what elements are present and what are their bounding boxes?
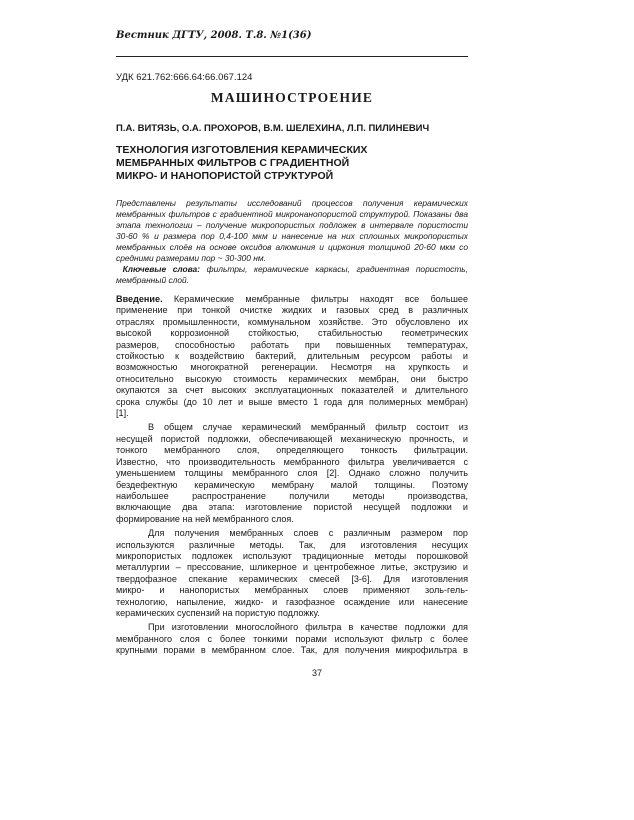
intro-label: Введение. (116, 294, 163, 304)
body-line: возможностью многократной регенерации. Несмотря на хрупкость и (116, 362, 468, 373)
body-line: несущей пористой подложки, обеспечивающей механическую прочность, и (116, 433, 468, 444)
body-line: твердофазное спекание керамических смесей [3-6]. Для изготовления (116, 573, 468, 584)
body-line: При изготовлении многослойного фильтра в качестве подложки для (148, 622, 468, 633)
keywords-text: фильтры, керамические каркасы, градиентная пористость, (206, 264, 469, 274)
title-line: МИКРО- И НАНОПОРИСТОЙ СТРУКТУРОЙ (116, 170, 334, 182)
body-line: бездефектную керамическую мембрану малой толщины. Поэтому (116, 479, 468, 490)
abstract-line: Представлены результаты исследований процессов получения керамических (116, 198, 468, 208)
body-line: [1]. (116, 408, 129, 419)
body-line: срока службы (до 10 лет и выше вместо 1 года для полимерных мембран) (116, 396, 468, 407)
title-line: МЕМБРАННЫХ ФИЛЬТРОВ С ГРАДИЕНТНОЙ (116, 157, 350, 169)
body-line: крупными порами в мембранном слое. Так, для получения микрофильтра в (116, 645, 468, 656)
body-line: уменьшением толщины мембранного слоя [2]. Однако сложно получить (116, 468, 468, 479)
body-line: окупаются за счет высоких эксплуатационных показателей и длительного (116, 385, 468, 396)
abstract-line: мембранных фильтров с градиентной микронанопористой структурой. Показаны два (116, 209, 468, 219)
keywords-line: мембранный слой. (116, 275, 189, 285)
abstract-line: 30-60 % и размера пор 0,4-100 мкм и нанесение на них сплошных микропористых (116, 231, 468, 241)
abstract-line: этапа технологии – получение микропористых подложек в интервале пористости (116, 220, 468, 230)
body-line: микро- и нанопористых мембранных слоев применяют золь-гель- (116, 585, 468, 596)
article-title (116, 144, 468, 183)
body-line: Для получения мембранных слоев с различным размером пор (148, 528, 468, 539)
body-line: формирование на ней мембранного слоя. (116, 513, 294, 524)
abstract-line: средними размерами пор ~ 30-300 нм. (116, 253, 266, 263)
header-rule (116, 56, 468, 57)
body-line: металлургии – прессование, шликерное и центробежное литье, экструзию и (116, 562, 468, 573)
abstract (116, 198, 468, 286)
body-line: включающие два этапа: изготовление пористой несущей подложки и (116, 502, 468, 513)
udk-code: УДК 621.762:666.64:66.067.124 (116, 72, 253, 83)
body-line: отраслях промышленности, коммунальном хозяйстве. Это обусловлено их (116, 316, 468, 327)
body-line: керамических суспензий на пористую подложку. (116, 607, 320, 618)
body-line (116, 294, 468, 305)
body-line: мембранного слоя с более тонкими порами используют фильтр с более (116, 633, 468, 644)
abstract-line: мембранных слоёв на основе оксидов алюминия и циркония толщиной 20-60 мкм со (116, 242, 468, 252)
body-line: высокой коррозионной стойкостью, стабильностью геометрических (116, 328, 468, 339)
section-heading: МАШИНОСТРОЕНИЕ (210, 90, 374, 105)
body-line: размеров, способностью работать при повышенных температурах, (116, 339, 468, 350)
keywords-label: Ключевые слова: (122, 264, 200, 274)
body-line: технологию, напыление, жидко- и газофазное осаждение или нанесение (116, 596, 468, 607)
body-line: тонкого мембранного слоя, определяющего тонкость фильтрации. (116, 445, 468, 456)
body-line: наибольшее распространение получили методы производства, (116, 490, 468, 501)
title-line: ТЕХНОЛОГИЯ ИЗГОТОВЛЕНИЯ КЕРАМИЧЕСКИХ (116, 144, 368, 156)
journal-header: Вестник ДГТУ, 2008. Т.8. №1(36) (116, 30, 312, 41)
authors-line: П.А. ВИТЯЗЬ, О.А. ПРОХОРОВ, В.М. ШЕЛЕХИНА, Л.П. ПИЛИНЕВИЧ (116, 123, 430, 134)
article-body (116, 294, 468, 657)
body-line: относительно высокую стоимость керамических мембран, они быстро (116, 373, 468, 384)
body-line: В общем случае керамический мембранный фильтр состоит из (148, 422, 468, 433)
keywords-line (116, 264, 468, 275)
body-line: используются различные методы. Так, для изготовления несущих (116, 539, 468, 550)
intro-text: Керамические мембранные фильтры находят все большее (173, 294, 468, 304)
body-line: применение при тонкой очистке жидких и газовых сред в различных (116, 305, 468, 316)
body-line: Известно, что производительность мембранного фильтра увеличивается с (116, 456, 468, 467)
page-number: 37 (311, 668, 322, 678)
body-line: микропористых подложек используют традиционные методы порошковой (116, 550, 468, 561)
body-line: стойкостью к воздействию бактерий, длительным ресурсом работы и (116, 351, 468, 362)
